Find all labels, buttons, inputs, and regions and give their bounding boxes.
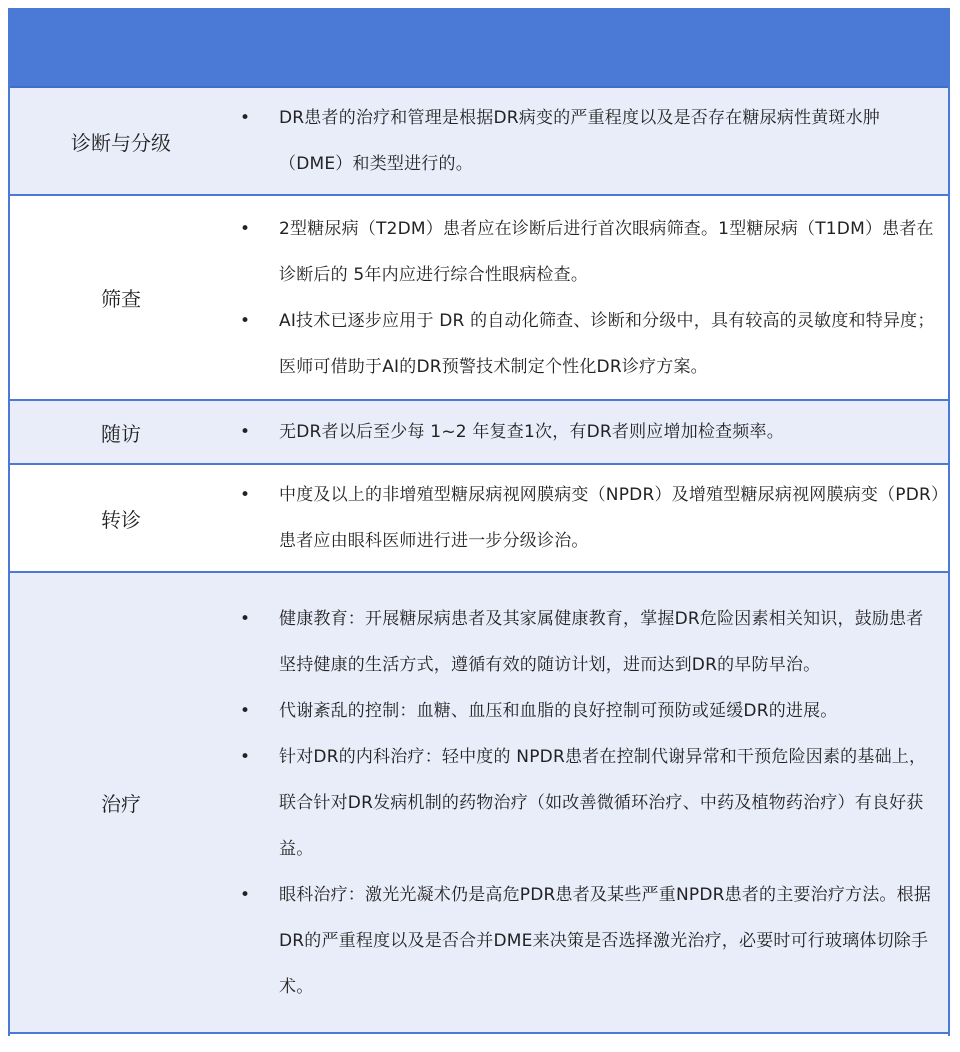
item-text: 代谢紊乱的控制：血糖、血压和血脂的良好控制可预防或延缓DR的进展。 xyxy=(279,700,838,721)
bullet-icon: • xyxy=(240,422,251,442)
row-content-treatment xyxy=(232,573,948,1032)
list-item xyxy=(232,206,940,298)
dr-management-table xyxy=(8,8,950,1036)
row-content-diagnosis xyxy=(232,88,948,194)
table-row-referral xyxy=(10,465,948,573)
table-row-followup xyxy=(10,401,948,465)
bullet-icon: • xyxy=(240,608,251,629)
item-text: DR患者的治疗和管理是根据DR病变的严重程度以及是否存在糖尿病性黄斑水肿（DME）和类型进行的。 xyxy=(279,108,881,174)
row-label-followup: 随访 xyxy=(101,421,141,446)
row-label-referral: 转诊 xyxy=(101,507,141,532)
bullet-icon: • xyxy=(240,884,251,905)
list-item xyxy=(232,298,940,390)
row-label-diagnosis: 诊断与分级 xyxy=(71,130,171,155)
list-item xyxy=(232,872,940,1010)
bullet-icon: • xyxy=(240,218,251,239)
table-header-bar xyxy=(10,8,948,88)
table-row-treatment xyxy=(10,573,948,1034)
table-row-screening xyxy=(10,196,948,401)
row-content-followup xyxy=(232,401,948,463)
row-label-screening: 筛查 xyxy=(101,287,141,311)
row-content-referral xyxy=(232,465,948,571)
list-item xyxy=(232,596,940,688)
item-text: 无DR者以后至少每 1~2 年复查1次，有DR者则应增加检查频率。 xyxy=(279,422,784,442)
row-content-screening xyxy=(232,196,948,399)
list-item xyxy=(232,472,940,564)
bullet-icon: • xyxy=(240,485,251,505)
bullet-icon: • xyxy=(240,108,251,128)
list-item xyxy=(232,688,940,734)
list-item xyxy=(232,734,940,872)
table-row-diagnosis xyxy=(10,88,948,196)
bullet-icon: • xyxy=(240,700,251,721)
list-item xyxy=(232,95,940,187)
bullet-icon: • xyxy=(240,310,251,331)
item-text: 眼科治疗：激光光凝术仍是高危PDR患者及某些严重NPDR患者的主要治疗方法。根据DR的严重程度以及是否合并DME来决策是否选择激光治疗，必要时可行玻璃体切除手术。 xyxy=(279,884,932,997)
row-label-treatment: 治疗 xyxy=(101,792,141,816)
item-text: 中度及以上的非增殖型糖尿病视网膜病变（NPDR）及增殖型糖尿病视网膜病变（PDR）患者应由眼科医师进行进一步分级诊治。 xyxy=(279,485,940,551)
item-text: 针对DR的内科治疗：轻中度的 NPDR患者在控制代谢异常和干预危险因素的基础上，联合针对DR发病机制的药物治疗（如改善微循环治疗、中药及植物药治疗）有良好获益。 xyxy=(279,746,927,859)
item-text: 2型糖尿病（T2DM）患者应在诊断后进行首次眼病筛查。1型糖尿病（T1DM）患者在诊断后的 5年内应进行综合性眼病检查。 xyxy=(279,218,934,285)
item-text: AI技术已逐步应用于 DR 的自动化筛查、诊断和分级中，具有较高的灵敏度和特异度；医师可借助于AI的DR预警技术制定个性化DR诊疗方案。 xyxy=(279,310,935,377)
item-text: 健康教育：开展糖尿病患者及其家属健康教育，掌握DR危险因素相关知识，鼓励患者坚持健康的生活方式，遵循有效的随访计划，进而达到DR的早防早治。 xyxy=(279,608,924,675)
bullet-icon: • xyxy=(240,746,251,767)
list-item xyxy=(232,409,940,455)
